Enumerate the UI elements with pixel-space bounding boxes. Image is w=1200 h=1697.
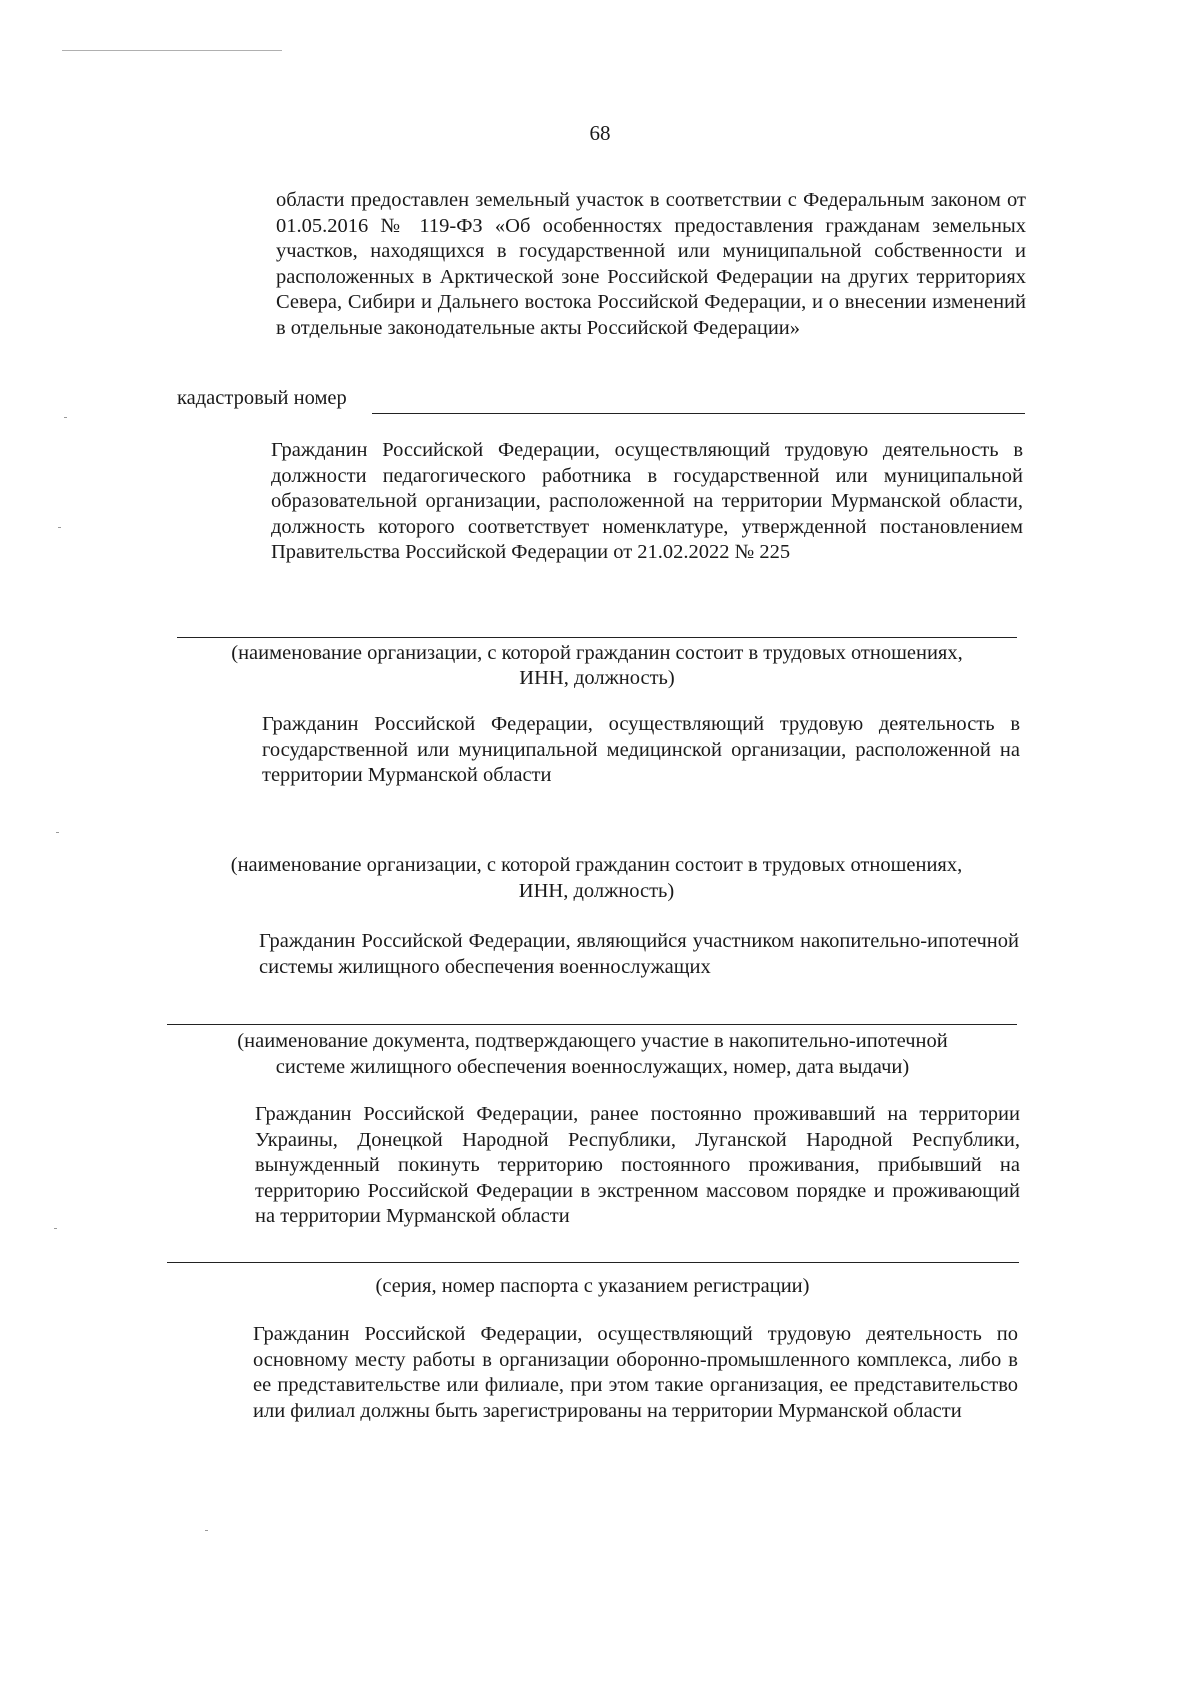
section-teacher-text: Гражданин Российской Федерации, осуществляющий трудовую деятельность в должности педагогического работника в государственной или муниципальной образовательной организации, расположенной на территории Мурманской области, должность которого соответствует номенклатуре, утвержденной постановлением Правительства Российской Федерации от 21.02.2022 № 225 (271, 439, 1023, 563)
section-medical-text: Гражданин Российской Федерации, осуществляющий трудовую деятельность в государственной или муниципальной медицинской организации, расположенной на территории Мурманской области (262, 713, 1020, 786)
cadastral-number-field-line (372, 413, 1025, 414)
scan-speck (56, 832, 59, 833)
section-medical-caption-line1: (наименование организации, с которой гражданин состоит в трудовых отношениях, (230, 854, 963, 876)
top-edge-rule (62, 50, 282, 51)
scan-speck (58, 527, 61, 528)
scan-speck (54, 1228, 57, 1229)
section-teacher-fill-line (177, 637, 1017, 638)
section-resettled-fill-line (167, 1262, 1019, 1263)
section-military-caption-line1: (наименование документа, подтверждающего участие в накопительно-ипотечной (237, 1030, 948, 1052)
section-resettled-text: Гражданин Российской Федерации, ранее постоянно проживавший на территории Украины, Донецкой Народной Республики, Луганской Народной Республики, вынужденный покинуть территорию постоянного проживания, прибывший на территорию Российской Федерации в экстренном массовом порядке и проживающий на территории Мурманской области (255, 1103, 1020, 1227)
page-number: 68 (589, 121, 611, 145)
cadastral-number-label: кадастровый номер (177, 387, 347, 409)
section-military-caption-line2: системе жилищного обеспечения военнослужащих, номер, дата выдачи) (275, 1056, 910, 1078)
section-teacher-caption-line1: (наименование организации, с которой гражданин состоит в трудовых отношениях, (231, 642, 963, 664)
section-resettled-caption: (серия, номер паспорта с указанием регистрации) (375, 1275, 810, 1297)
section-defence-text: Гражданин Российской Федерации, осуществляющий трудовую деятельность по основному месту работы в организации оборонно-промышленного комплекса, либо в ее представительстве или филиале, при этом такие организация, ее представительство или филиал должны быть зарегистрированы на территории Мурманской области (253, 1323, 1018, 1422)
intro-paragraph: области предоставлен земельный участок в соответствии с Федеральным законом от 01.05.2016 № 119-ФЗ «Об особенностях предоставления гражданам земельных участков, находящихся в государственной или муниципальной собственности и расположенных в Арктической зоне Российской Федерации на других территориях Севера, Сибири и Дальнего востока Российской Федерации, и о внесении изменений в отдельные законодательные акты Российской Федерации» (276, 189, 1026, 339)
scan-speck (64, 417, 67, 418)
scan-speck (205, 1530, 208, 1531)
section-medical-caption-line2: ИНН, должность) (518, 880, 675, 902)
section-military-text: Гражданин Российской Федерации, являющийся участником накопительно-ипотечной системы жилищного обеспечения военнослужащих (259, 930, 1019, 978)
section-military-fill-line (167, 1024, 1017, 1025)
section-teacher-caption-line2: ИНН, должность) (519, 667, 675, 689)
